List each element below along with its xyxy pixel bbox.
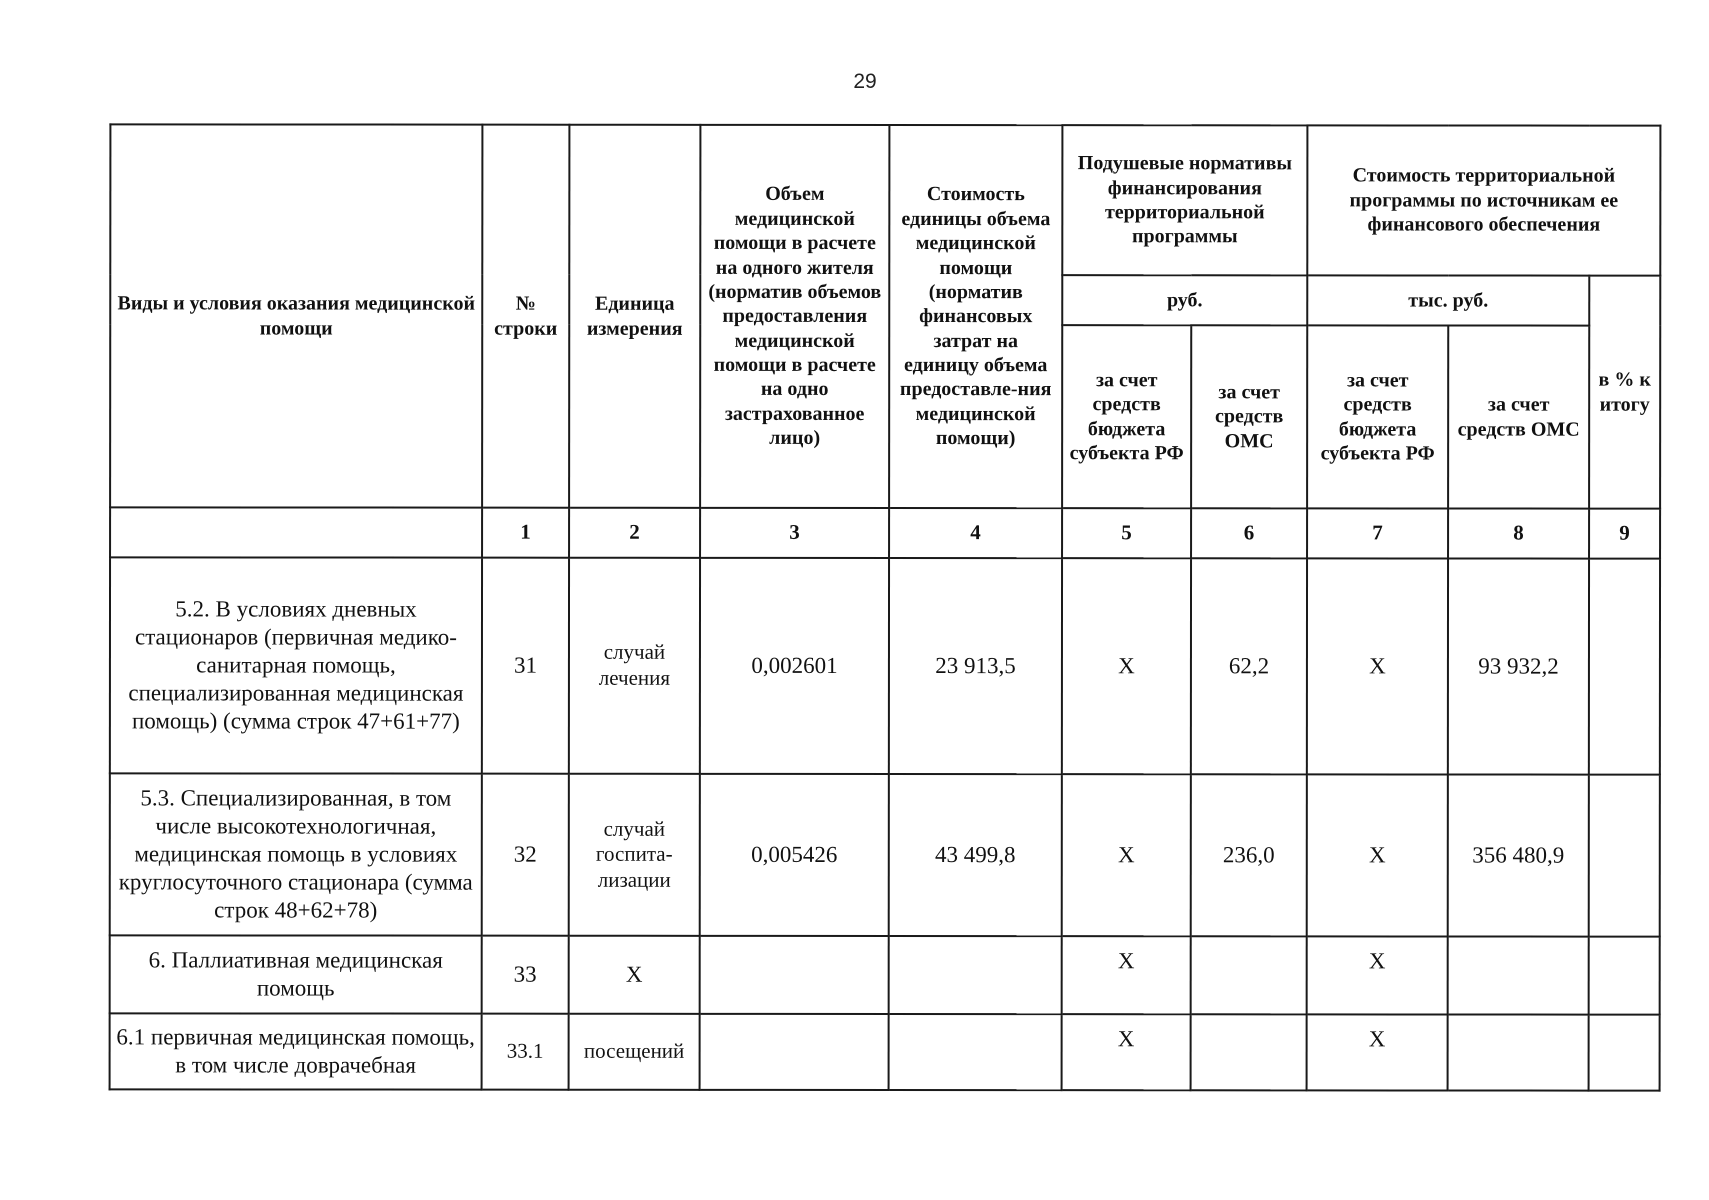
table-row — [110, 1013, 1660, 1090]
oms-thousand-cell: 356 480,9 — [1448, 774, 1589, 936]
header-program-cost: Стоимость территориальной программы по источникам ее финансового обеспечения — [1307, 125, 1660, 275]
budget-thousand-cell: X — [1307, 774, 1448, 936]
oms-thousand-cell — [1448, 936, 1589, 1014]
unit-cell: случай госпита-лизации — [569, 774, 700, 936]
oms-thousand-cell — [1448, 1014, 1589, 1090]
percent-cell — [1589, 775, 1660, 937]
budget-thousand-cell: X — [1307, 558, 1448, 774]
volume-cell — [700, 1014, 889, 1090]
page-number: 29 — [853, 70, 877, 93]
header-unit-rub: руб. — [1062, 275, 1307, 325]
budget-rub-cell: X — [1062, 774, 1191, 936]
care-type-name: 5.3. Специализированная, в том числе высокотехнологичная, медицинская помощь в условиях круглосуточного стационара (сумма строк 48+62+78) — [110, 773, 482, 935]
volume-cell: 0,002601 — [700, 558, 889, 774]
unit-cost-cell — [889, 1014, 1062, 1090]
percent-cell — [1589, 1015, 1660, 1091]
header-unit-cost: Стоимость единицы объема медицинской помощи (норматив финансовых затрат на единицу объема предоставле-ния медицинской помощи) — [889, 125, 1062, 508]
row-number: 31 — [482, 558, 569, 774]
unit-cell: X — [569, 936, 700, 1014]
header-oms-thousand-rub: за счет средств ОМС — [1448, 325, 1589, 508]
table-row — [110, 557, 1660, 774]
unit-cell: посещений — [569, 1014, 700, 1090]
table-row — [110, 773, 1660, 936]
oms-rub-cell — [1191, 1014, 1307, 1090]
header-unit-thousand-rub: тыс. руб. — [1307, 275, 1589, 325]
unit-cost-cell: 23 913,5 — [889, 558, 1062, 774]
oms-thousand-cell: 93 932,2 — [1448, 558, 1589, 774]
header-budget-rub: за счет средств бюджета субъекта РФ — [1062, 325, 1191, 508]
header-unit: Единица измерения — [569, 125, 700, 508]
column-number: 6 — [1191, 508, 1307, 558]
table-row — [110, 935, 1660, 1014]
budget-thousand-cell: X — [1307, 936, 1448, 1014]
budget-rub-cell: X — [1062, 1014, 1191, 1090]
budget-rub-cell: X — [1062, 936, 1191, 1014]
column-number: 3 — [700, 508, 889, 558]
header-budget-thousand-rub: за счет средств бюджета субъекта РФ — [1307, 325, 1448, 508]
header-volume: Объем медицинской помощи в расчете на одного жителя (норматив объемов предоставления медицинской помощи в расчете на одно застрахованное лицо) — [700, 125, 889, 508]
volume-cell — [700, 936, 889, 1014]
header-per-capita-norms: Подушевые нормативы финансирования территориальной программы — [1062, 125, 1307, 275]
header-type-of-care: Виды и условия оказания медицинской помощи — [110, 124, 482, 507]
care-type-name: 6. Паллиативная медицинская помощь — [110, 935, 482, 1013]
oms-rub-cell: 236,0 — [1191, 774, 1307, 936]
column-number: 7 — [1307, 508, 1448, 558]
financing-table — [109, 123, 1662, 1091]
oms-rub-cell: 62,2 — [1191, 558, 1307, 774]
column-number: 9 — [1589, 509, 1660, 559]
percent-cell — [1589, 937, 1660, 1015]
unit-cost-cell: 43 499,8 — [889, 774, 1062, 936]
volume-cell: 0,005426 — [700, 774, 889, 936]
column-number: 4 — [889, 508, 1062, 558]
column-number: 1 — [482, 508, 569, 558]
header-percent-of-total: в % к итогу — [1589, 276, 1660, 509]
row-number: 33.1 — [482, 1014, 569, 1090]
budget-thousand-cell: X — [1307, 1014, 1448, 1090]
row-number: 32 — [482, 774, 569, 936]
unit-cell: случай лечения — [569, 558, 700, 774]
header-oms-rub: за счет средств ОМС — [1191, 325, 1307, 508]
header-row-number: № строки — [482, 125, 569, 508]
budget-rub-cell: X — [1062, 558, 1191, 774]
unit-cost-cell — [889, 936, 1062, 1014]
care-type-name: 5.2. В условиях дневных стационаров (первичная медико-санитарная помощь, специализированная медицинская помощь) (сумма строк 47+61+77) — [110, 557, 482, 773]
column-number: 2 — [569, 508, 700, 558]
oms-rub-cell — [1191, 936, 1307, 1014]
column-number-blank — [110, 507, 482, 557]
column-number: 5 — [1062, 508, 1191, 558]
percent-cell — [1589, 559, 1660, 775]
row-number: 33 — [482, 936, 569, 1014]
column-number: 8 — [1448, 508, 1589, 558]
care-type-name: 6.1 первичная медицинская помощь, в том числе доврачебная — [110, 1013, 482, 1089]
